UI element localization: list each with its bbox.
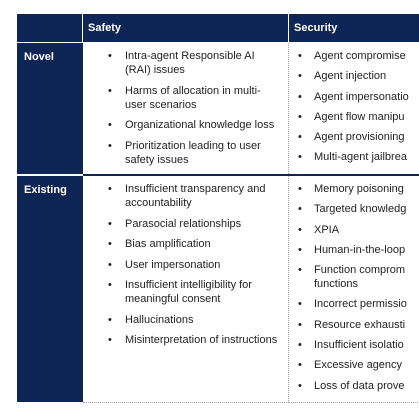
list-item (84, 84, 287, 112)
list-item-text: Harms of allocation in multi-user scenarios (125, 84, 261, 111)
novel-security-cell (289, 43, 419, 176)
list-item-text: Agent provisioning (314, 131, 405, 144)
bullet-icon: • (108, 334, 112, 346)
list-item (84, 313, 287, 327)
bullet-icon: • (108, 238, 112, 250)
list-item (290, 69, 419, 83)
list-item-text: Incorrect permissio (314, 298, 407, 311)
bullet-icon: • (108, 84, 112, 97)
list-item (84, 333, 287, 347)
bullet-icon: • (298, 203, 302, 216)
list-item-text: Agent injection (314, 70, 387, 83)
security-column-header: Security (289, 14, 419, 43)
bullet-icon: • (108, 139, 112, 152)
list-item-text: Memory poisoning (314, 183, 404, 195)
existing-security-cell (289, 175, 419, 403)
list-item (290, 223, 419, 237)
bullet-icon: • (298, 90, 302, 103)
list-item (290, 379, 419, 393)
header-row (18, 14, 419, 43)
list-item (84, 118, 287, 132)
list-item-text: XPIA (314, 223, 340, 236)
bullet-icon: • (298, 110, 302, 123)
bullet-icon: • (108, 119, 112, 131)
list-item (290, 202, 419, 216)
list-item (84, 139, 287, 167)
bullet-icon: • (298, 264, 302, 277)
list-item (290, 90, 419, 104)
risk-taxonomy-table (17, 13, 419, 404)
list-item-text: Targeted knowledg (314, 203, 407, 216)
novel-safety-cell (83, 43, 289, 176)
bullet-icon: • (108, 313, 112, 326)
list-item (84, 182, 287, 210)
bullet-icon: • (298, 243, 302, 256)
list-item-text: Insufficient intelligibility for meaningful consent (125, 279, 252, 305)
bullet-icon: • (298, 70, 302, 83)
list-item-text: Human-in-the-loop (314, 243, 406, 256)
bullet-icon: • (298, 359, 302, 372)
list-item-text: Organizational knowledge loss (125, 119, 275, 131)
list-item-text: Loss of data prove (314, 379, 405, 392)
list-item-text: Multi-agent jailbrea (314, 151, 407, 164)
list-item-text: Misinterpretation of instructions (125, 334, 278, 346)
list-item (84, 49, 287, 77)
list-item-text: Agent compromise (314, 50, 406, 62)
list-item-text: Prioritization leading to user safety issues (125, 139, 261, 166)
bullet-icon: • (298, 379, 302, 392)
list-item-text: Resource exhausti (314, 318, 406, 331)
bullet-icon: • (298, 339, 302, 352)
bullet-icon: • (108, 258, 112, 271)
bullet-icon: • (298, 318, 302, 331)
list-item-text: Intra-agent Responsible AI (RAI) issues (125, 50, 255, 76)
bullet-icon: • (298, 298, 302, 311)
list-item-text: Hallucinations (125, 313, 194, 326)
existing-row-header: Existing (18, 175, 83, 403)
list-item (290, 182, 419, 196)
list-item-text: Insufficient transparency and accountability (125, 183, 266, 209)
list-item-text: Bias amplification (125, 238, 211, 250)
list-item-continuation (290, 277, 419, 291)
list-item-text: Agent impersonatio (314, 90, 409, 103)
existing-safety-cell (83, 175, 289, 403)
list-item-text: Parasocial relationships (125, 217, 242, 230)
list-item-text: Insufficient isolatio (314, 339, 404, 352)
list-item-text: functions (314, 278, 359, 291)
list-item-text: Function comprom (314, 264, 406, 277)
list-item (290, 338, 419, 352)
bullet-icon: • (298, 131, 302, 144)
list-item (290, 110, 419, 124)
list-item (84, 217, 287, 231)
safety-column-header: Safety (83, 14, 289, 43)
novel-row-header: Novel (18, 43, 83, 176)
bullet-icon: • (108, 50, 112, 62)
bullet-icon: • (108, 217, 112, 230)
list-item (84, 258, 287, 272)
list-item (84, 278, 287, 306)
list-item (290, 358, 419, 372)
bullet-icon: • (108, 279, 112, 291)
list-item-text: Agent flow manipu (314, 110, 405, 123)
novel-row (18, 43, 419, 176)
list-item (290, 243, 419, 257)
list-item (290, 263, 419, 277)
list-item (290, 130, 419, 144)
bullet-icon: • (298, 151, 302, 164)
list-item (84, 237, 287, 251)
existing-row (18, 175, 419, 403)
list-item (290, 318, 419, 332)
list-item-text: User impersonation (125, 258, 221, 271)
bullet-icon: • (298, 223, 302, 236)
list-item (290, 49, 419, 63)
list-item (290, 297, 419, 311)
bullet-icon: • (298, 50, 302, 62)
bullet-icon: • (108, 183, 112, 195)
list-item-text: Excessive agency (314, 359, 403, 372)
corner-header (18, 14, 83, 43)
bullet-icon: • (298, 183, 302, 195)
list-item (290, 150, 419, 164)
